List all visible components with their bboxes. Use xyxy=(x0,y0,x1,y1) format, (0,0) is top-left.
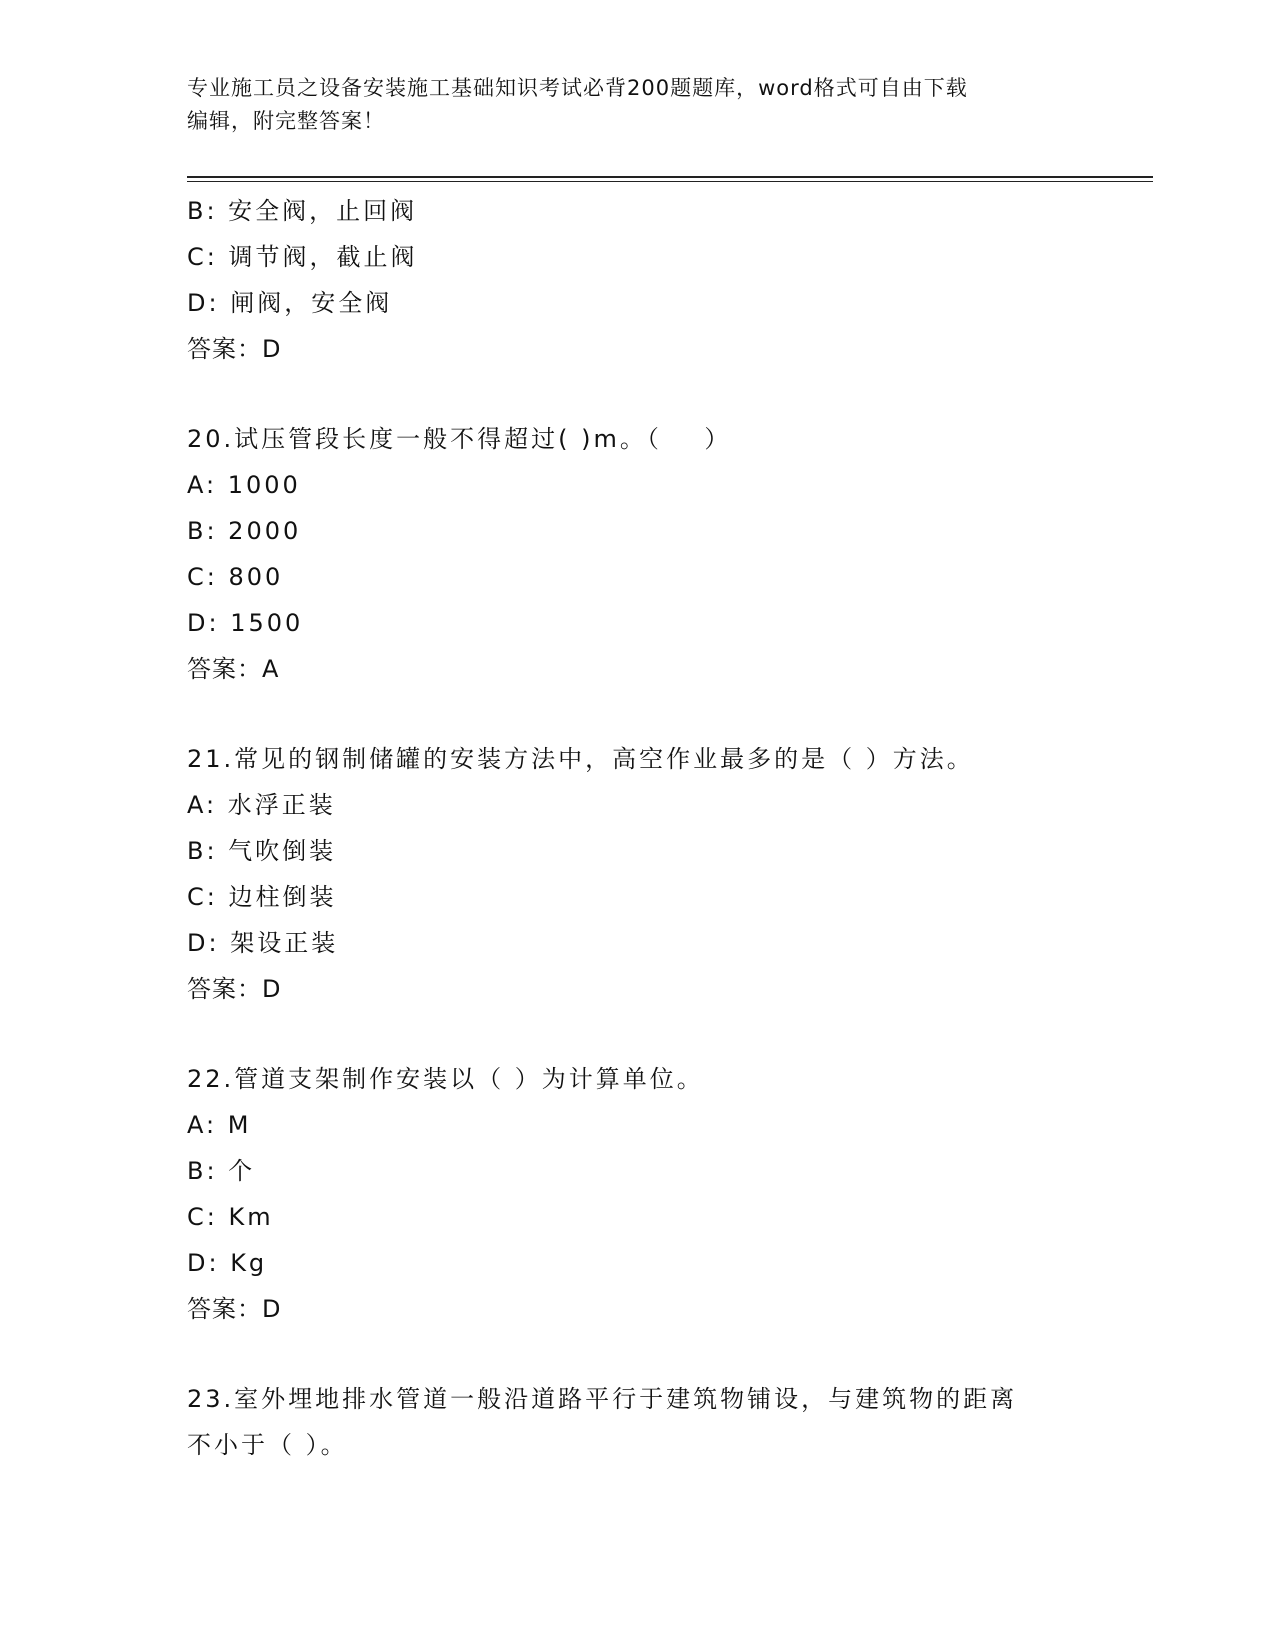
option-d: D: 架设正装 xyxy=(187,929,339,957)
question-20 xyxy=(187,416,1087,692)
question-stem-line-1: 23.室外埋地排水管道一般沿道路平行于建筑物铺设，与建筑物的距离 xyxy=(187,1385,1018,1413)
header-line-1: 专业施工员之设备安装施工基础知识考试必背200题题库，word格式可自由下载 xyxy=(187,76,968,100)
header-divider-bottom xyxy=(187,181,1153,182)
option-a: A: M xyxy=(187,1111,252,1139)
option-c: C: 边柱倒装 xyxy=(187,883,337,911)
question-stem: 20.试压管段长度一般不得超过( )m。（ ） xyxy=(187,425,732,453)
answer: 答案：A xyxy=(187,655,280,683)
answer: 答案：D xyxy=(187,1295,282,1323)
option-d: D: Kg xyxy=(187,1249,268,1277)
option-b: B: 安全阀，止回阀 xyxy=(187,197,418,225)
option-b: B: 气吹倒装 xyxy=(187,837,337,865)
option-a: A: 水浮正装 xyxy=(187,791,336,819)
question-list xyxy=(187,188,1087,1468)
header-divider-top xyxy=(187,176,1153,178)
question-21 xyxy=(187,736,1087,1012)
document-header xyxy=(187,72,1087,138)
question-22 xyxy=(187,1056,1087,1332)
option-c: C: Km xyxy=(187,1203,274,1231)
option-a: A: 1000 xyxy=(187,471,301,499)
option-d: D: 闸阀，安全阀 xyxy=(187,289,393,317)
option-d: D: 1500 xyxy=(187,609,304,637)
question-stem: 21.常见的钢制储罐的安装方法中，高空作业最多的是（ ）方法。 xyxy=(187,745,974,773)
option-b: B: 个 xyxy=(187,1157,256,1185)
question-19-continued xyxy=(187,188,1087,372)
question-stem-line-2: 不小于（ ）。 xyxy=(187,1431,348,1459)
option-c: C: 调节阀，截止阀 xyxy=(187,243,418,271)
answer: 答案：D xyxy=(187,335,282,363)
option-b: B: 2000 xyxy=(187,517,302,545)
option-c: C: 800 xyxy=(187,563,284,591)
header-line-2: 编辑，附完整答案！ xyxy=(187,109,385,133)
question-23 xyxy=(187,1376,1087,1468)
answer: 答案：D xyxy=(187,975,282,1003)
question-stem: 22.管道支架制作安装以（ ）为计算单位。 xyxy=(187,1065,704,1093)
